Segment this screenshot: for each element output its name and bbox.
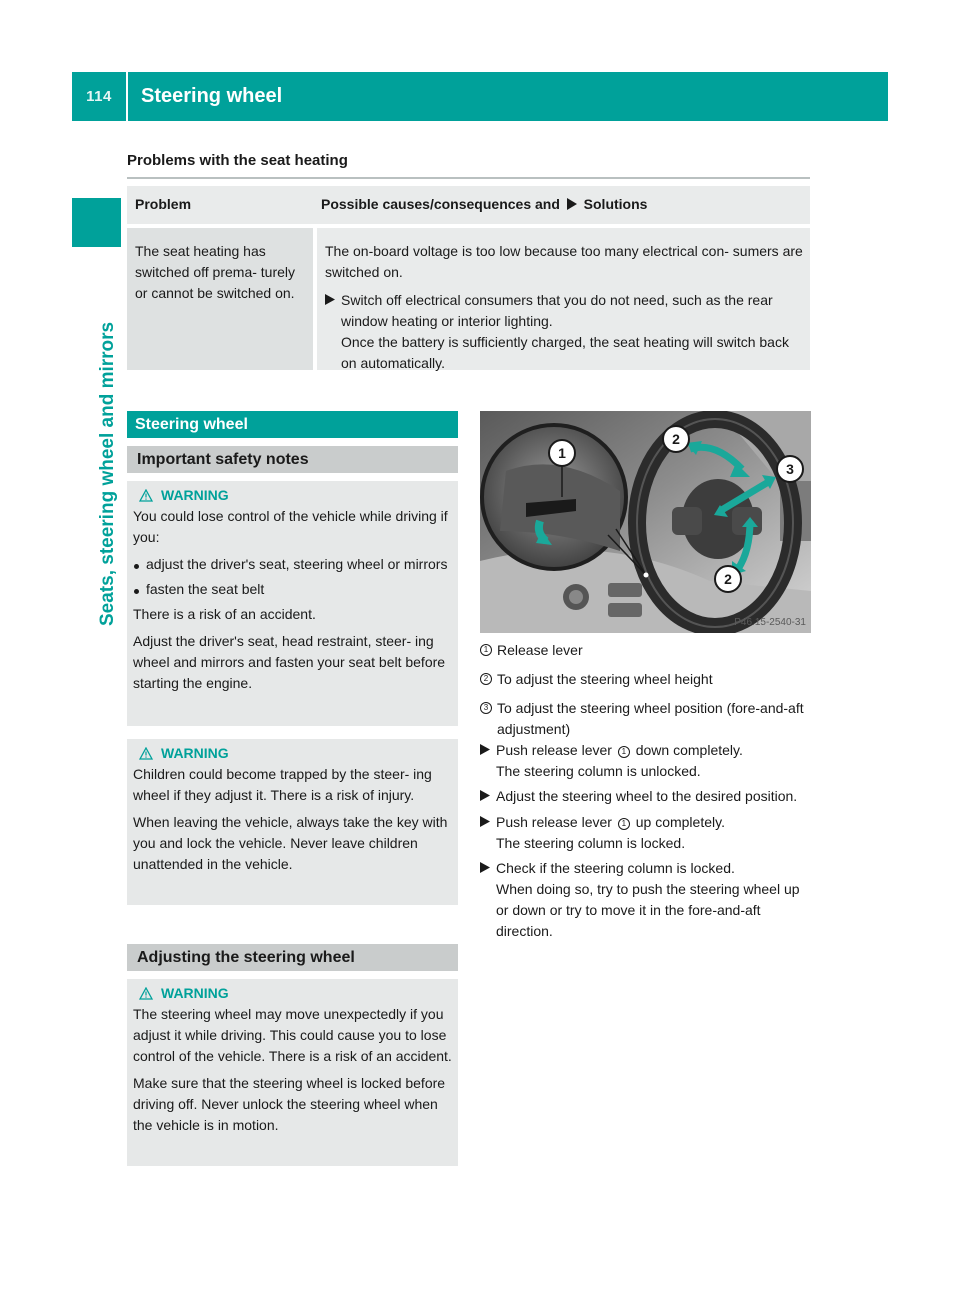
instruction-step — [480, 786, 811, 808]
step-result: When doing so, try to push the steering wheel up or down or try to move it in the fore-and-aft direction. — [496, 881, 800, 939]
cell-solutions — [317, 228, 810, 370]
callout-2-bottom — [715, 566, 741, 592]
problems-rule — [127, 177, 810, 179]
cause-text: The on-board voltage is too low because too many electrical con- sumers are switched on. — [325, 243, 803, 280]
subsection-title-safety: Important safety notes — [127, 446, 458, 473]
step-text-post: down completely. — [635, 742, 743, 758]
callout-1 — [549, 440, 575, 466]
adjust-steps — [480, 740, 811, 946]
arrow-right-icon — [566, 198, 578, 210]
solution-step — [325, 290, 804, 374]
svg-text:1: 1 — [558, 445, 566, 461]
inline-number: 1 — [618, 746, 630, 758]
svg-text:2: 2 — [672, 431, 680, 447]
legend-number-wrap — [480, 698, 497, 740]
column-header-solutions — [313, 186, 810, 224]
column-header-solutions-post: Solutions — [583, 196, 648, 212]
list-item — [133, 579, 452, 600]
svg-text:3: 3 — [786, 461, 794, 477]
problems-table — [127, 186, 810, 370]
steering-wheel-figure — [480, 411, 811, 633]
legend-number: 1 — [480, 644, 492, 656]
step-arrow-icon — [325, 290, 341, 374]
legend-number-wrap — [480, 669, 497, 694]
warning-header — [133, 983, 452, 1004]
column-header-solutions-pre: Possible causes/consequences and — [321, 196, 560, 212]
step-body — [496, 740, 811, 782]
step-arrow-icon — [480, 740, 496, 782]
svg-text:2: 2 — [724, 571, 732, 587]
side-tab-label: Seats, steering wheel and mirrors — [97, 321, 118, 626]
warning-header — [133, 743, 452, 764]
warning-label: WARNING — [161, 745, 229, 761]
header-title: Steering wheel — [141, 85, 283, 107]
warning-advice: When leaving the vehicle, always take the key with you and lock the vehicle. Never leave children unattended in the vehicle. — [133, 814, 448, 872]
bullet-icon — [133, 554, 146, 575]
callout-2-top — [663, 426, 689, 452]
list-item — [480, 698, 811, 740]
step-result: The steering column is unlocked. — [496, 763, 701, 779]
list-item — [480, 640, 811, 665]
warning-label: WARNING — [161, 985, 229, 1001]
step-text-pre: Push release lever — [496, 742, 612, 758]
steering-wheel-illustration — [480, 411, 811, 633]
table-row — [127, 228, 810, 370]
warning-advice: Make sure that the steering wheel is locked before driving off. Never unlock the steering wheel when the vehicle is in motion. — [133, 1075, 446, 1133]
page-number: 114 — [86, 88, 112, 105]
warning-triangle-icon — [139, 987, 153, 1000]
step-text-post: up completely. — [635, 814, 725, 830]
warning-risk: There is a risk of an accident. — [133, 606, 316, 622]
step-arrow-icon — [480, 858, 496, 942]
section-title-steering-wheel: Steering wheel — [127, 411, 458, 438]
warning-bullets — [133, 554, 452, 600]
inline-number: 1 — [618, 818, 630, 830]
cell-problem: The seat heating has switched off prema- turely or cannot be switched on. — [127, 228, 313, 370]
figure-code: P46.15-2540-31 — [734, 617, 806, 628]
step-text: Check if the steering column is locked. — [496, 860, 735, 876]
warning-triangle-icon — [139, 489, 153, 502]
warning-header — [133, 485, 452, 506]
step-arrow-icon — [480, 786, 496, 808]
solution-step-body — [341, 290, 804, 374]
warning-box-1 — [127, 481, 458, 726]
instruction-step — [480, 740, 811, 782]
warning-box-3 — [127, 979, 458, 1166]
bullet-text: adjust the driver's seat, steering wheel or mirrors — [146, 556, 448, 572]
table-header-row — [127, 186, 810, 224]
legend-number: 2 — [480, 673, 492, 685]
legend-text: Release lever — [497, 642, 583, 658]
step-result: The steering column is locked. — [496, 835, 686, 851]
legend-number: 3 — [480, 702, 492, 714]
list-item — [480, 669, 811, 694]
step-text-pre: Push release lever — [496, 814, 612, 830]
warning-text: The steering wheel may move unexpectedly if you adjust it while driving. This could cause you to lose control of the vehicle. There is a risk of an accident. — [133, 1006, 452, 1064]
step-text: Adjust the steering wheel to the desired position. — [496, 788, 798, 804]
warning-intro: You could lose control of the vehicle while driving if you: — [133, 508, 448, 545]
instruction-step — [480, 812, 811, 854]
bullet-icon — [133, 579, 146, 600]
side-tab — [72, 258, 121, 658]
step-text — [496, 740, 811, 761]
step-text — [496, 812, 811, 833]
warning-label: WARNING — [161, 487, 229, 503]
warning-box-2 — [127, 739, 458, 905]
step-body — [496, 858, 811, 942]
page-header — [72, 72, 888, 121]
instruction-step — [480, 858, 811, 942]
bullet-text: fasten the seat belt — [146, 581, 265, 597]
solution-step-text: Switch off electrical consumers that you do not need, such as the rear window heating or interior lighting. — [341, 292, 773, 329]
warning-advice: Adjust the driver's seat, head restraint, steer- ing wheel and mirrors and fasten your seat belt before starting the engine. — [133, 633, 446, 691]
figure-legend — [480, 640, 811, 744]
step-body — [496, 812, 811, 854]
problems-heading: Problems with the seat heating — [127, 152, 348, 169]
legend-text: To adjust the steering wheel position (fore-and-aft adjustment) — [497, 700, 804, 737]
side-tab-marker — [72, 198, 121, 247]
legend-number-wrap — [480, 640, 497, 665]
column-header-problem: Problem — [135, 196, 192, 212]
solution-step-result: Once the battery is sufficiently charged, the seat heating will switch back on automatically. — [341, 334, 789, 371]
step-arrow-icon — [480, 812, 496, 854]
warning-text: Children could become trapped by the steer- ing wheel if they adjust it. There is a risk of injury. — [133, 766, 432, 803]
warning-triangle-icon — [139, 747, 153, 760]
subsection-title-adjusting: Adjusting the steering wheel — [127, 944, 458, 971]
legend-text: To adjust the steering wheel height — [497, 671, 713, 687]
list-item — [133, 554, 452, 575]
callout-3 — [777, 456, 803, 482]
